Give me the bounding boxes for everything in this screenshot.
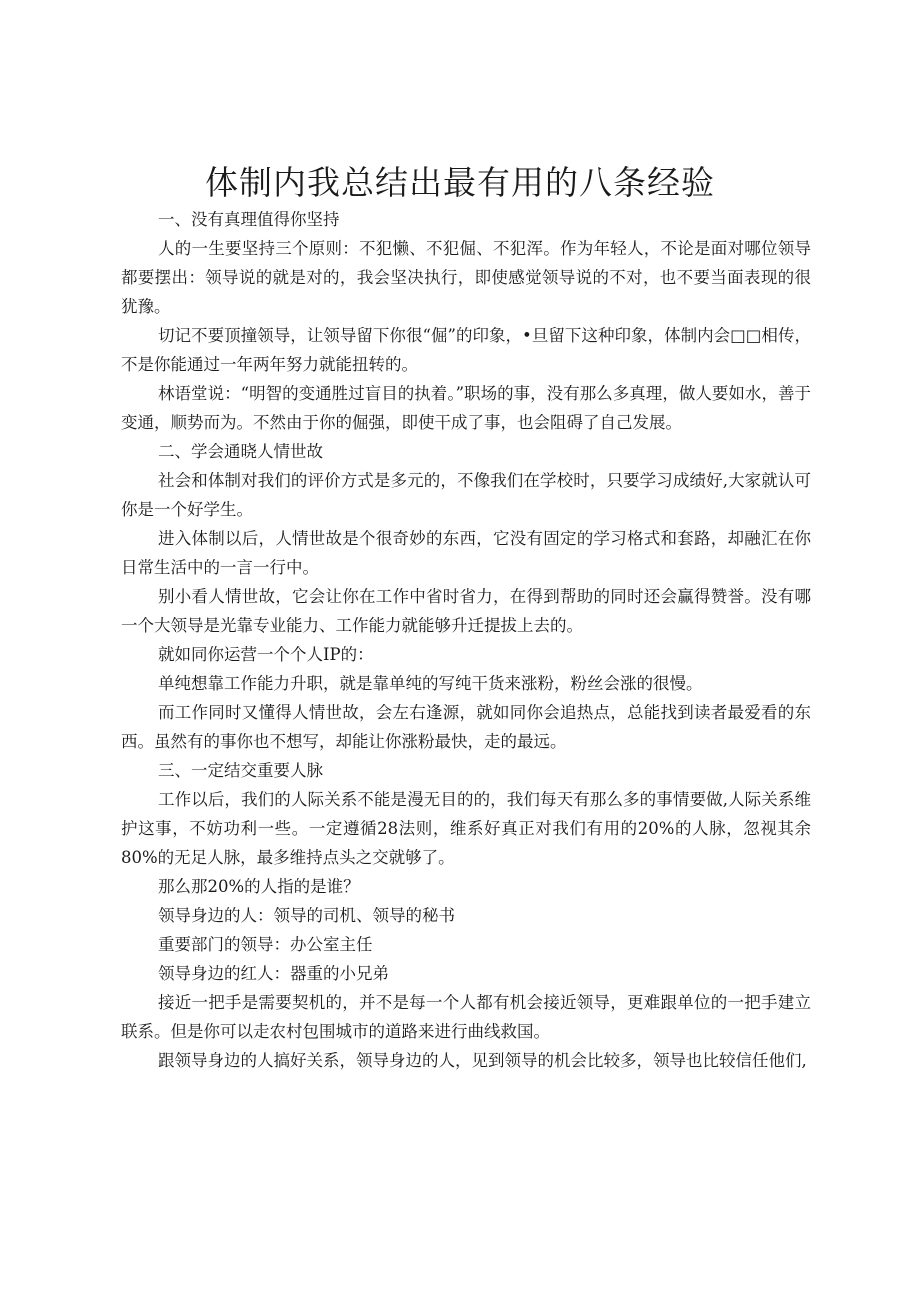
paragraph: 林语堂说：“明智的变通胜过盲目的执着。”职场的事，没有那么多真理，做人要如水，善于变通，顺势而为。不然由于你的倔强，即使干成了事，也会阻碍了自己发展。 (121, 384, 811, 432)
paragraph: 进入体制以后，人情世故是个很奇妙的东西，它没有固定的学习格式和套路，却融汇在你日常生活中的一言一行中。 (121, 529, 811, 577)
section-heading-1: 一、没有真理值得你坚持 (158, 210, 340, 229)
paragraph: 就如同你运营一个个人IP的： (158, 645, 374, 664)
paragraph: 人的一生要坚持三个原则：不犯懒、不犯倔、不犯浑。作为年轻人，不论是面对哪位领导都要摆出：领导说的就是对的，我会坚决执行，即使感觉领导说的不对，也不要当面表现的很犹豫。 (121, 239, 811, 316)
list-line: 领导身边的人：领导的司机、领导的秘书 (158, 906, 455, 925)
paragraph: 社会和体制对我们的评价方式是多元的，不像我们在学校时，只要学习成绩好,大家就认可你是一个好学生。 (121, 471, 811, 519)
paragraph: 跟领导身边的人搞好关系，领导身边的人，见到领导的机会比较多，领导也比较信任他们, (158, 1051, 807, 1070)
section-heading-3: 三、一定结交重要人脉 (158, 761, 323, 780)
paragraph: 而工作同时又懂得人情世故，会左右逢源，就如同你会追热点，总能找到读者最爱看的东西。虽然有的事你也不想写，却能让你涨粉最快，走的最远。 (121, 703, 811, 751)
paragraph: 别小看人情世故，它会让你在工作中省时省力，在得到帮助的同时还会赢得赞誉。没有哪一个大领导是光靠专业能力、工作能力就能够升迁提拔上去的。 (121, 587, 811, 635)
paragraph: 单纯想靠工作能力升职，就是靠单纯的写纯干货来涨粉，粉丝会涨的很慢。 (158, 674, 703, 693)
paragraph: 那么那20%的人指的是谁？ (158, 877, 360, 896)
paragraph: 切记不要顶撞领导，让领导留下你很“倔”的印象，•旦留下这种印象，体制内会□□相传，不是你能通过一年两年努力就能扭转的。 (121, 326, 811, 374)
list-line: 领导身边的红人：器重的小兄弟 (158, 964, 389, 983)
paragraph: 工作以后，我们的人际关系不能是漫无目的的，我们每天有那么多的事情要做,人际关系维护这事，不妨功利一些。一定遵循28法则，维系好真正对我们有用的20%的人脉，忽视其余80%的无足人脉，最多维持点头之交就够了。 (121, 790, 811, 867)
list-line: 重要部门的领导：办公室主任 (158, 935, 373, 954)
section-heading-2: 二、学会通晓人情世故 (158, 442, 323, 461)
paragraph: 接近一把手是需要契机的，并不是每一个人都有机会接近领导，更难跟单位的一把手建立联系。但是你可以走农村包围城市的道路来进行曲线救国。 (121, 993, 811, 1041)
document-title: 体制内我总结出最有用的八条经验 (205, 163, 715, 202)
document-body (121, 205, 811, 1075)
